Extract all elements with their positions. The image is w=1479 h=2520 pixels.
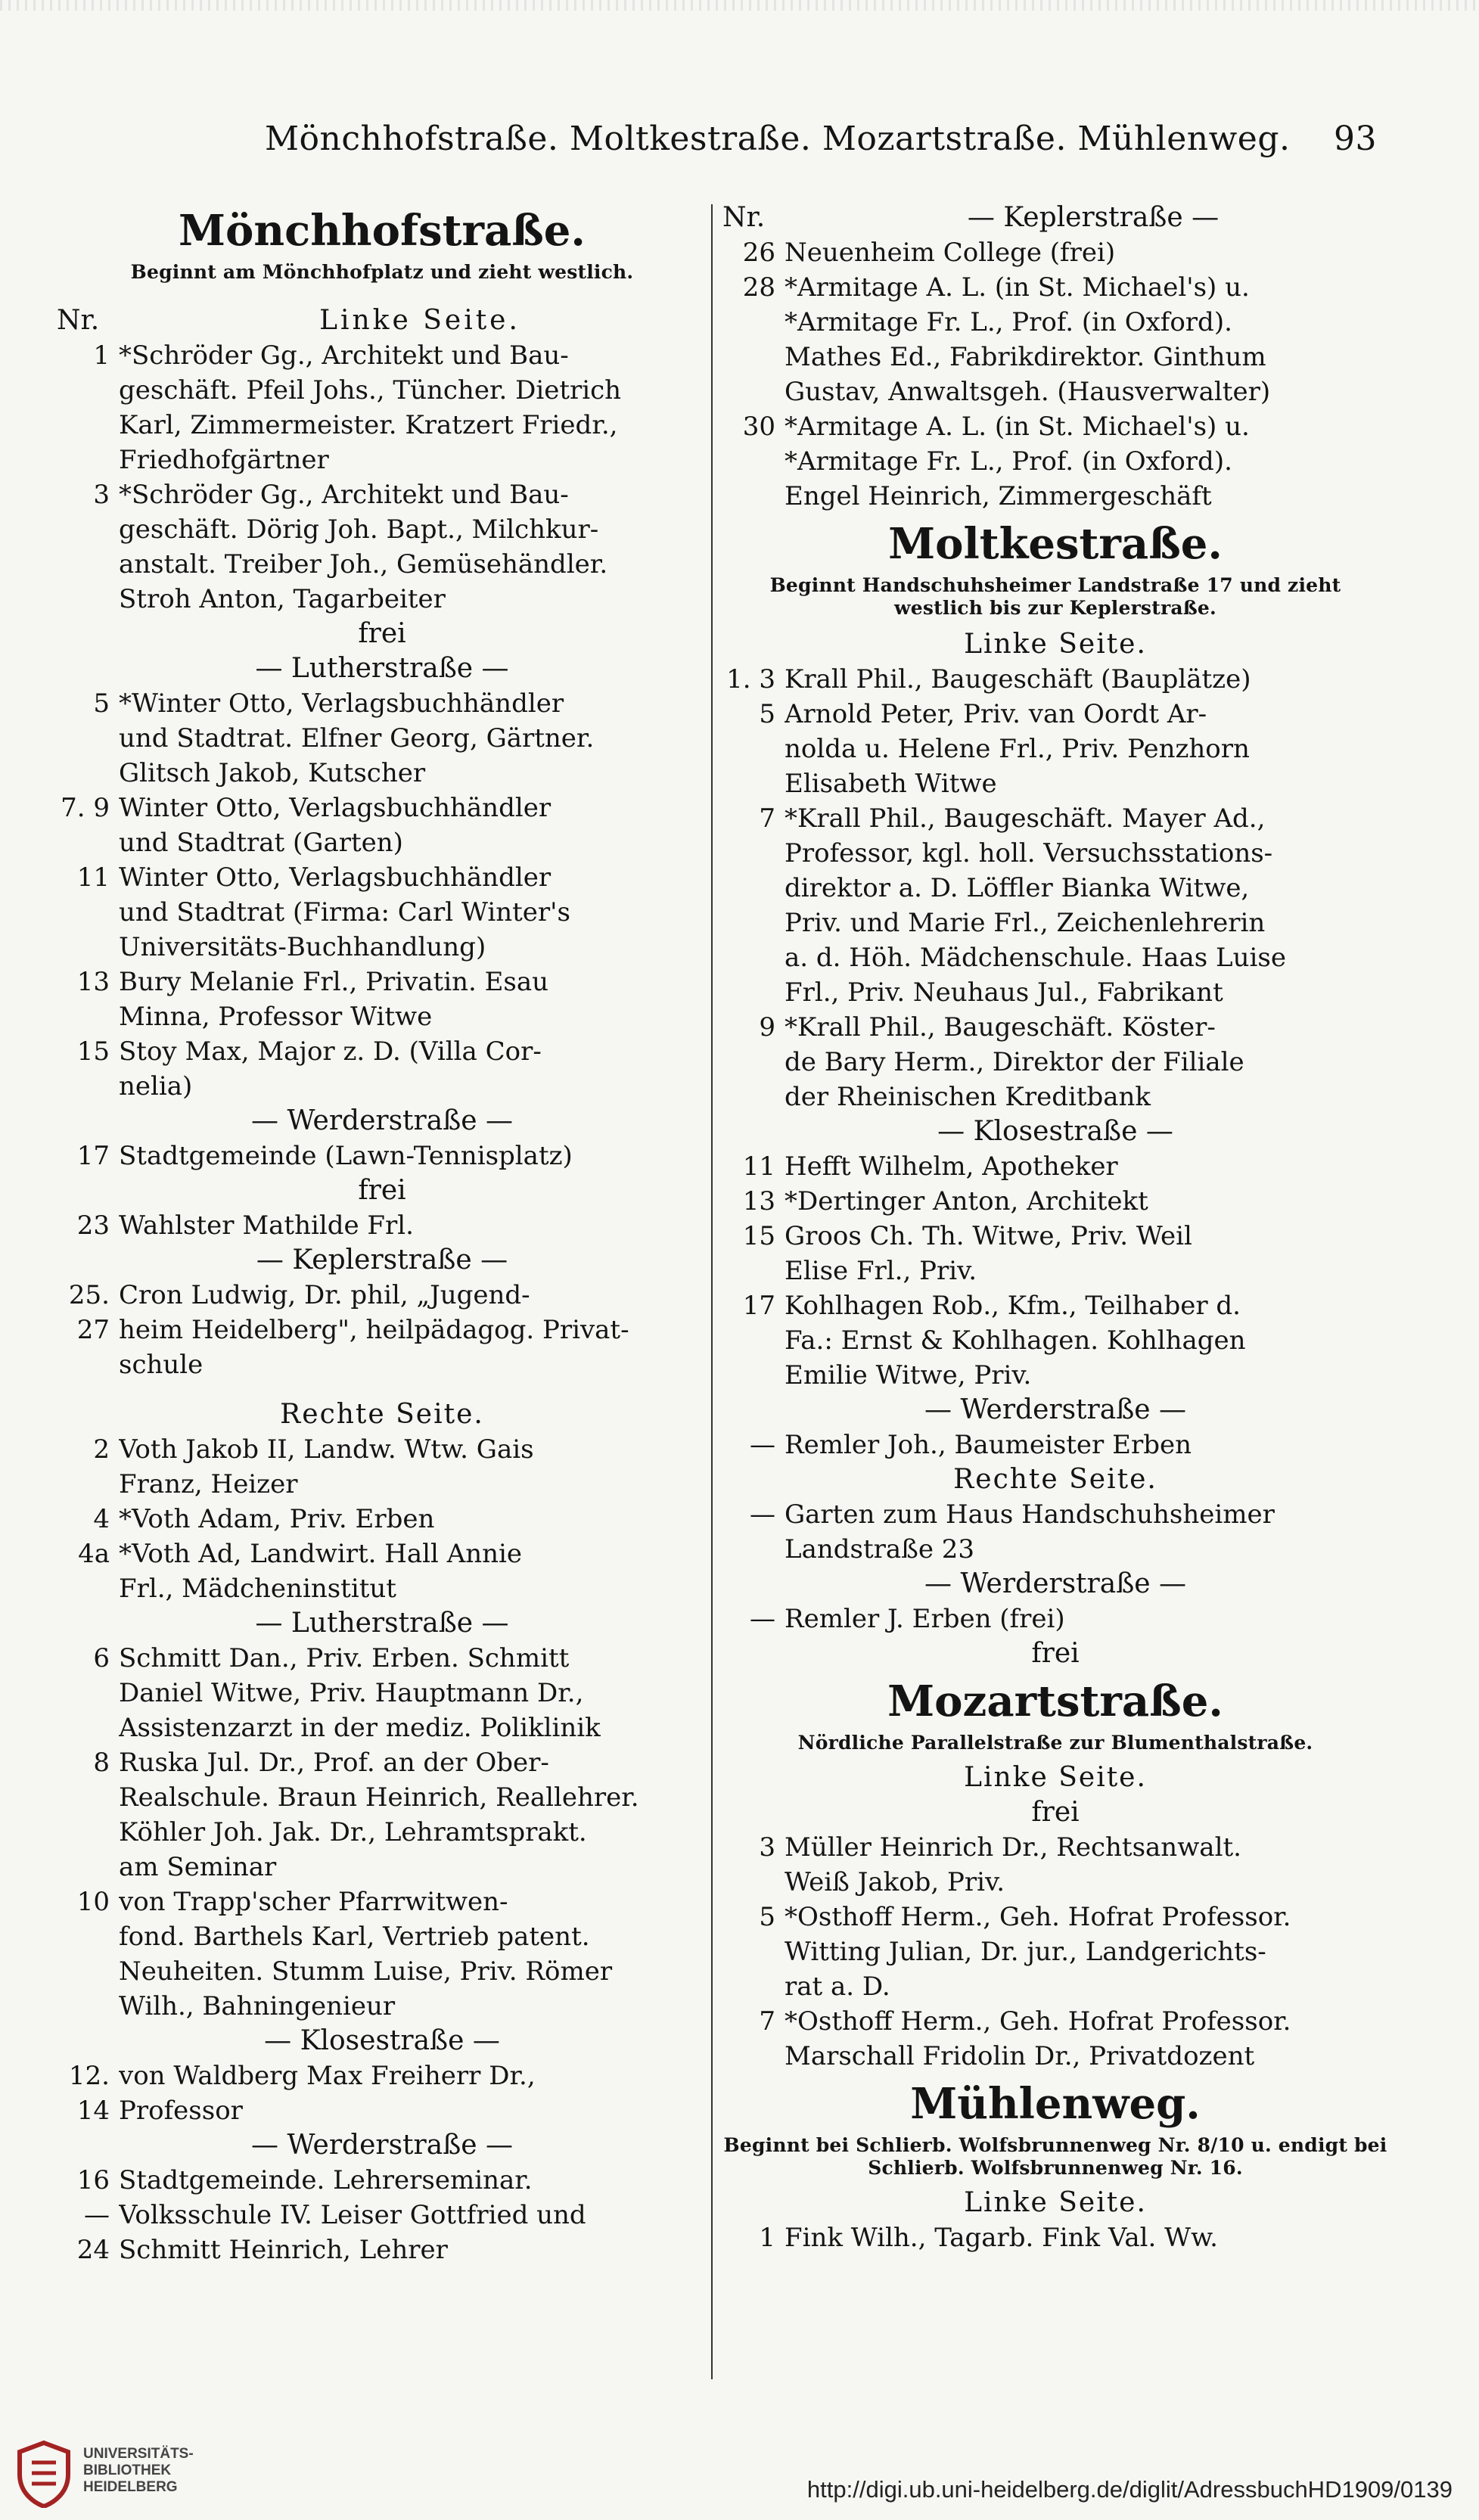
house-number: 1. 3 xyxy=(726,664,775,694)
entry-text-line: am Seminar xyxy=(119,1852,277,1882)
entries-group xyxy=(722,1149,1388,1393)
entry-text-line: Witting Julian, Dr. jur., Landgerichts- xyxy=(785,1937,1266,1967)
entries-group xyxy=(57,1641,707,2024)
house-number: 1 xyxy=(759,2223,775,2253)
entries-group xyxy=(57,1139,707,1173)
cross-street-marker: — Lutherstraße — xyxy=(255,1608,509,1639)
entry-text-line: *Schröder Gg., Architekt und Bau- xyxy=(119,480,569,510)
entries-group xyxy=(722,662,1388,1114)
house-number: 16—24 xyxy=(76,2165,110,2265)
house-number: 6 xyxy=(93,1643,110,1673)
entry-text-line: Stoy Max, Major z. D. (Villa Cor- xyxy=(119,1036,542,1067)
house-number: 28 xyxy=(742,272,775,303)
entry-text-line: und Stadtrat (Garten) xyxy=(119,828,403,858)
entry-text-line: Marschall Fridolin Dr., Privatdozent xyxy=(785,2041,1255,2071)
entry-text-line: Winter Otto, Verlagsbuchhändler xyxy=(119,862,552,893)
house-number: — xyxy=(750,1604,775,1634)
cross-street-marker: — Klosestraße — xyxy=(264,2025,500,2056)
address-entry xyxy=(722,1830,1388,1900)
continuation-header-row xyxy=(722,200,1388,235)
entry-text-line: Frl., Priv. Neuhaus Jul., Fabrikant xyxy=(785,977,1223,1008)
cross-street-marker: — Klosestraße — xyxy=(937,1116,1173,1147)
page-number: 93 xyxy=(1334,120,1377,158)
address-entry xyxy=(57,1641,707,1745)
entries-group xyxy=(57,2163,707,2267)
street-description: Beginnt Handschuhsheimer Landstraße 17 und zieht westlich bis zur Keplerstraße. xyxy=(769,574,1341,619)
address-entry xyxy=(722,1428,1388,1462)
entry-text-line: und Stadtrat. Elfner Georg, Gärtner. xyxy=(119,723,595,754)
entry-text-line: Minna, Professor Witwe xyxy=(119,1002,433,1032)
entry-text-line: Realschule. Braun Heinrich, Reallehrer. xyxy=(119,1782,639,1813)
entry-text-line: anstalt. Treiber Joh., Gemüsehändler. xyxy=(119,549,608,580)
entry-text-line: Neuheiten. Stumm Luise, Priv. Römer xyxy=(119,1956,613,1987)
address-entry xyxy=(57,1432,707,1502)
entry-text-line: nolda u. Helene Frl., Priv. Penzhorn xyxy=(785,734,1250,764)
house-number: 1 xyxy=(93,340,110,371)
entries-group xyxy=(57,1278,707,1382)
number-column-label: Nr. xyxy=(722,202,766,233)
entry-text-line: *Armitage Fr. L., Prof. (in Oxford). xyxy=(785,446,1232,477)
address-entry xyxy=(722,1184,1388,1219)
entry-text-line: Arnold Peter, Priv. van Oordt Ar- xyxy=(785,699,1207,729)
entry-text-line: Frl., Mädcheninstitut xyxy=(119,1574,396,1604)
entries-group xyxy=(722,235,1388,514)
address-entry xyxy=(722,2220,1388,2255)
house-number: 30 xyxy=(742,412,775,442)
entry-text-line: Karl, Zimmermeister. Kratzert Friedr., xyxy=(119,410,618,440)
house-number: 10 xyxy=(76,1887,110,1917)
address-entry xyxy=(57,1139,707,1173)
entry-text-line: von Trapp'scher Pfarrwitwen- xyxy=(119,1887,508,1917)
side-label: Rechte Seite. xyxy=(280,1399,484,1430)
cross-street-marker: — Werderstraße — xyxy=(924,1394,1186,1425)
address-entry xyxy=(57,2163,707,2267)
side-header-row xyxy=(57,303,707,338)
address-entry xyxy=(57,965,707,1034)
entry-text-line: Emilie Witwe, Priv. xyxy=(785,1360,1032,1391)
house-number: 3 xyxy=(759,1832,775,1863)
cross-street-marker: — Lutherstraße — xyxy=(255,653,509,684)
street-heading: Moltkestraße. xyxy=(888,519,1223,569)
entry-text-line: Schmitt Heinrich, Lehrer xyxy=(119,2235,448,2265)
entry-text-line: Gustav, Anwaltsgeh. (Hausverwalter) xyxy=(785,377,1271,407)
house-number: 25. 27 xyxy=(68,1280,110,1345)
entry-text-line: Elisabeth Witwe xyxy=(785,769,997,799)
house-number: 5 xyxy=(759,699,775,729)
entry-text-line: Winter Otto, Verlagsbuchhändler xyxy=(119,793,552,823)
address-entry xyxy=(722,697,1388,801)
entries-group xyxy=(722,1602,1388,1636)
address-entry xyxy=(722,662,1388,697)
source-url[interactable]: http://digi.ub.uni-heidelberg.de/diglit/AdressbuchHD1909/0139 xyxy=(806,2476,1453,2503)
entry-text-line: direktor a. D. Löffler Bianka Witwe, xyxy=(785,873,1250,903)
house-number: 3 xyxy=(93,480,110,510)
entry-text-line: *Schröder Gg., Architekt und Bau- xyxy=(119,340,569,371)
entry-text-line: Weiß Jakob, Priv. xyxy=(785,1867,1005,1897)
house-number: 5 xyxy=(93,688,110,719)
address-entry xyxy=(722,1900,1388,2004)
entry-text-line: Remler J. Erben (frei) xyxy=(785,1604,1065,1634)
entries-group xyxy=(57,1432,707,1606)
entry-text-line: Priv. und Marie Frl., Zeichenlehrerin xyxy=(785,908,1266,938)
address-entry xyxy=(57,1885,707,2024)
library-seal-icon xyxy=(14,2440,74,2508)
entry-text-line: fond. Barthels Karl, Vertrieb patent. xyxy=(119,1922,590,1952)
address-entry xyxy=(722,1219,1388,1288)
entry-text-line: Remler Joh., Baumeister Erben xyxy=(785,1430,1192,1460)
house-number: 15 xyxy=(742,1221,775,1251)
house-number: 13 xyxy=(76,967,110,997)
library-name xyxy=(83,2446,194,2496)
side-label: Rechte Seite. xyxy=(953,1464,1157,1495)
digitization-footer xyxy=(0,2425,1479,2520)
entry-text-line: Köhler Joh. Jak. Dr., Lehramtsprakt. xyxy=(119,1817,587,1847)
entry-text-line: Stadtgemeinde (Lawn-Tennisplatz) xyxy=(119,1141,573,1171)
vacant-note: frei xyxy=(1031,1638,1080,1669)
entry-text-line: nelia) xyxy=(119,1071,193,1102)
address-entry xyxy=(722,801,1388,1010)
address-entry xyxy=(57,1745,707,1885)
entry-text-line: Franz, Heizer xyxy=(119,1469,298,1499)
side-label: Linke Seite. xyxy=(964,1762,1147,1793)
cross-street-marker: — Keplerstraße — xyxy=(256,1244,508,1276)
entry-text-line: *Osthoff Herm., Geh. Hofrat Professor. xyxy=(785,1902,1291,1932)
address-entry xyxy=(722,1288,1388,1393)
library-name-line: BIBLIOTHEK xyxy=(83,2463,172,2478)
entries-group xyxy=(722,1497,1388,1567)
house-number: — xyxy=(750,1430,775,1460)
entry-text-line: *Krall Phil., Baugeschäft. Köster- xyxy=(785,1012,1216,1042)
entry-text-line: Assistenzarzt in der mediz. Poliklinik xyxy=(119,1713,601,1743)
street-heading: Mönchhofstraße. xyxy=(179,206,586,256)
entry-text-line: von Waldberg Max Freiherr Dr., xyxy=(119,2061,536,2091)
street-description: Nördliche Parallelstraße zur Blumenthalstraße. xyxy=(797,1732,1313,1754)
entry-text-line: *Dertinger Anton, Architekt xyxy=(785,1186,1148,1216)
entry-text-line: *Osthoff Herm., Geh. Hofrat Professor. xyxy=(785,2006,1291,2037)
entry-text-line: Wahlster Mathilde Frl. xyxy=(119,1210,414,1241)
entry-text-line: Wilh., Bahningenieur xyxy=(119,1991,396,2021)
address-entry xyxy=(722,1602,1388,1636)
house-number: 2 xyxy=(93,1434,110,1465)
entry-text-line: Volksschule IV. Leiser Gottfried und xyxy=(119,2200,586,2230)
address-entry xyxy=(722,409,1388,514)
entry-text-line: Voth Jakob II, Landw. Wtw. Gais xyxy=(119,1434,534,1465)
entry-text-line: Groos Ch. Th. Witwe, Priv. Weil xyxy=(785,1221,1192,1251)
scan-edge-specks xyxy=(0,0,1479,11)
entry-text-line: *Voth Adam, Priv. Erben xyxy=(119,1504,435,1534)
entry-text-line: Garten zum Haus Handschuhsheimer xyxy=(785,1499,1275,1530)
cross-street-marker: — Werderstraße — xyxy=(251,1105,513,1136)
address-entry xyxy=(57,1034,707,1104)
entry-text-line: Elise Frl., Priv. xyxy=(785,1256,977,1286)
address-entry xyxy=(57,1502,707,1537)
column-divider xyxy=(711,204,713,2379)
address-entry xyxy=(722,270,1388,409)
address-entry xyxy=(722,235,1388,270)
house-number: 23 xyxy=(76,1210,110,1241)
address-entry xyxy=(57,860,707,965)
entry-text-line: Ruska Jul. Dr., Prof. an der Ober- xyxy=(119,1748,549,1778)
entry-text-line: und Stadtrat (Firma: Carl Winter's xyxy=(119,897,570,928)
right-column xyxy=(722,200,1388,2255)
entries-group xyxy=(722,2220,1388,2255)
left-column xyxy=(57,200,707,2267)
entry-text-line: *Krall Phil., Baugeschäft. Mayer Ad., xyxy=(785,803,1266,834)
vacant-note: frei xyxy=(358,618,406,649)
house-number: 11 xyxy=(76,862,110,893)
entry-text-line: Professor, kgl. holl. Versuchsstations- xyxy=(785,838,1273,868)
street-heading: Mühlenweg. xyxy=(910,2079,1201,2129)
house-number: 4a xyxy=(78,1539,110,1569)
house-number: 7 xyxy=(759,2006,775,2037)
entry-text-line: Fink Wilh., Tagarb. Fink Val. Ww. xyxy=(785,2223,1218,2253)
address-entry xyxy=(57,1208,707,1243)
house-number: 26 xyxy=(742,238,775,268)
entry-text-line: geschäft. Dörig Joh. Bapt., Milchkur- xyxy=(119,514,599,545)
entries-group xyxy=(57,1208,707,1243)
entries-group xyxy=(57,686,707,1104)
entry-text-line: rat a. D. xyxy=(785,1972,890,2002)
street-description: Beginnt bei Schlierb. Wolfsbrunnenweg Nr. 8/10 u. endigt bei Schlierb. Wolfsbrunnenweg Nr. 16. xyxy=(723,2134,1387,2179)
cross-street-marker: — Keplerstraße — xyxy=(967,202,1220,233)
side-label: Linke Seite. xyxy=(964,629,1147,660)
entry-text-line: Bury Melanie Frl., Privatin. Esau xyxy=(119,967,549,997)
address-entry xyxy=(722,1497,1388,1567)
running-header xyxy=(235,113,1377,166)
entry-text-line: der Rheinischen Kreditbank xyxy=(785,1082,1151,1112)
entry-text-line: Engel Heinrich, Zimmergeschäft xyxy=(785,481,1212,511)
entry-text-line: Stroh Anton, Tagarbeiter xyxy=(119,584,446,614)
house-number: 11 xyxy=(742,1151,775,1182)
entry-text-line: Mathes Ed., Fabrikdirektor. Ginthum xyxy=(785,342,1266,372)
entry-text-line: Glitsch Jakob, Kutscher xyxy=(119,758,426,788)
house-number: 7. 9 xyxy=(61,793,110,823)
entry-text-line: Schmitt Dan., Priv. Erben. Schmitt xyxy=(119,1643,570,1673)
cross-street-marker: — Werderstraße — xyxy=(924,1568,1186,1599)
number-column-label: Nr. xyxy=(57,305,100,336)
entry-text-line: Müller Heinrich Dr., Rechtsanwalt. xyxy=(785,1832,1241,1863)
address-entry xyxy=(57,791,707,860)
entry-text-line: Universitäts-Buchhandlung) xyxy=(119,932,486,962)
entries-group xyxy=(57,2059,707,2128)
house-number: 9 xyxy=(759,1012,775,1042)
side-label: Linke Seite. xyxy=(964,2187,1147,2218)
house-number: 17 xyxy=(76,1141,110,1171)
vacant-note: frei xyxy=(358,1175,406,1206)
house-number: 12. 14 xyxy=(68,2061,110,2126)
address-entry xyxy=(57,477,707,617)
entry-text-line: *Voth Ad, Landwirt. Hall Annie xyxy=(119,1539,523,1569)
entry-text-line: Friedhofgärtner xyxy=(119,445,329,475)
address-entry xyxy=(57,686,707,791)
house-number: 13 xyxy=(742,1186,775,1216)
entry-text-line: de Bary Herm., Direktor der Filiale xyxy=(785,1047,1244,1077)
entry-text-line: *Armitage Fr. L., Prof. (in Oxford). xyxy=(785,307,1232,337)
street-heading: Mozartstraße. xyxy=(887,1676,1223,1726)
address-entry xyxy=(57,338,707,477)
entries-group xyxy=(722,1830,1388,2074)
entry-text-line: Daniel Witwe, Priv. Hauptmann Dr., xyxy=(119,1678,584,1708)
entry-text-line: *Armitage A. L. (in St. Michael's) u. xyxy=(785,412,1250,442)
house-number: 7 xyxy=(759,803,775,834)
entry-text-line: geschäft. Pfeil Johs., Tüncher. Dietrich xyxy=(119,375,622,405)
entry-text-line: schule xyxy=(119,1350,204,1380)
address-entry xyxy=(57,1278,707,1382)
address-entry xyxy=(57,2059,707,2128)
library-name-line: HEIDELBERG xyxy=(83,2479,178,2495)
library-name-line: UNIVERSITÄTS- xyxy=(83,2446,194,2462)
side-label: Linke Seite. xyxy=(319,305,520,336)
entry-text-line: Neuenheim College (frei) xyxy=(785,238,1116,268)
vacant-note: frei xyxy=(1031,1797,1080,1828)
house-number: — xyxy=(750,1499,775,1530)
address-entry xyxy=(722,2004,1388,2074)
entries-group xyxy=(722,1428,1388,1462)
house-number: 17 xyxy=(742,1291,775,1321)
entry-text-line: *Winter Otto, Verlagsbuchhändler xyxy=(119,688,564,719)
address-entry xyxy=(722,1149,1388,1184)
entry-text-line: Stadtgemeinde. Lehrerseminar. xyxy=(119,2165,533,2195)
entry-text-line: Krall Phil., Baugeschäft (Bauplätze) xyxy=(785,664,1251,694)
house-number: 4 xyxy=(93,1504,110,1534)
entry-text-line: heim Heidelberg", heilpädagog. Privat- xyxy=(119,1315,629,1345)
cross-street-marker: — Werderstraße — xyxy=(251,2130,513,2161)
entry-text-line: Professor xyxy=(119,2096,243,2126)
address-entry xyxy=(722,1010,1388,1114)
street-description: Beginnt am Mönchhofplatz und zieht westlich. xyxy=(130,261,634,283)
running-header-title: Mönchhofstraße. Moltkestraße. Mozartstraße. Mühlenweg. xyxy=(265,120,1291,158)
house-number: 15 xyxy=(76,1036,110,1067)
entry-text-line: *Armitage A. L. (in St. Michael's) u. xyxy=(785,272,1250,303)
entry-text-line: Landstraße 23 xyxy=(785,1534,975,1565)
entries-group xyxy=(57,338,707,617)
house-number: 5 xyxy=(759,1902,775,1932)
entry-text-line: a. d. Höh. Mädchenschule. Haas Luise xyxy=(785,943,1286,973)
address-entry xyxy=(57,1537,707,1606)
entry-text-line: Cron Ludwig, Dr. phil, „Jugend- xyxy=(119,1280,530,1310)
entry-text-line: Hefft Wilhelm, Apotheker xyxy=(785,1151,1118,1182)
entry-text-line: Fa.: Ernst & Kohlhagen. Kohlhagen xyxy=(785,1325,1246,1356)
entry-text-line: Kohlhagen Rob., Kfm., Teilhaber d. xyxy=(785,1291,1241,1321)
house-number: 8 xyxy=(93,1748,110,1778)
